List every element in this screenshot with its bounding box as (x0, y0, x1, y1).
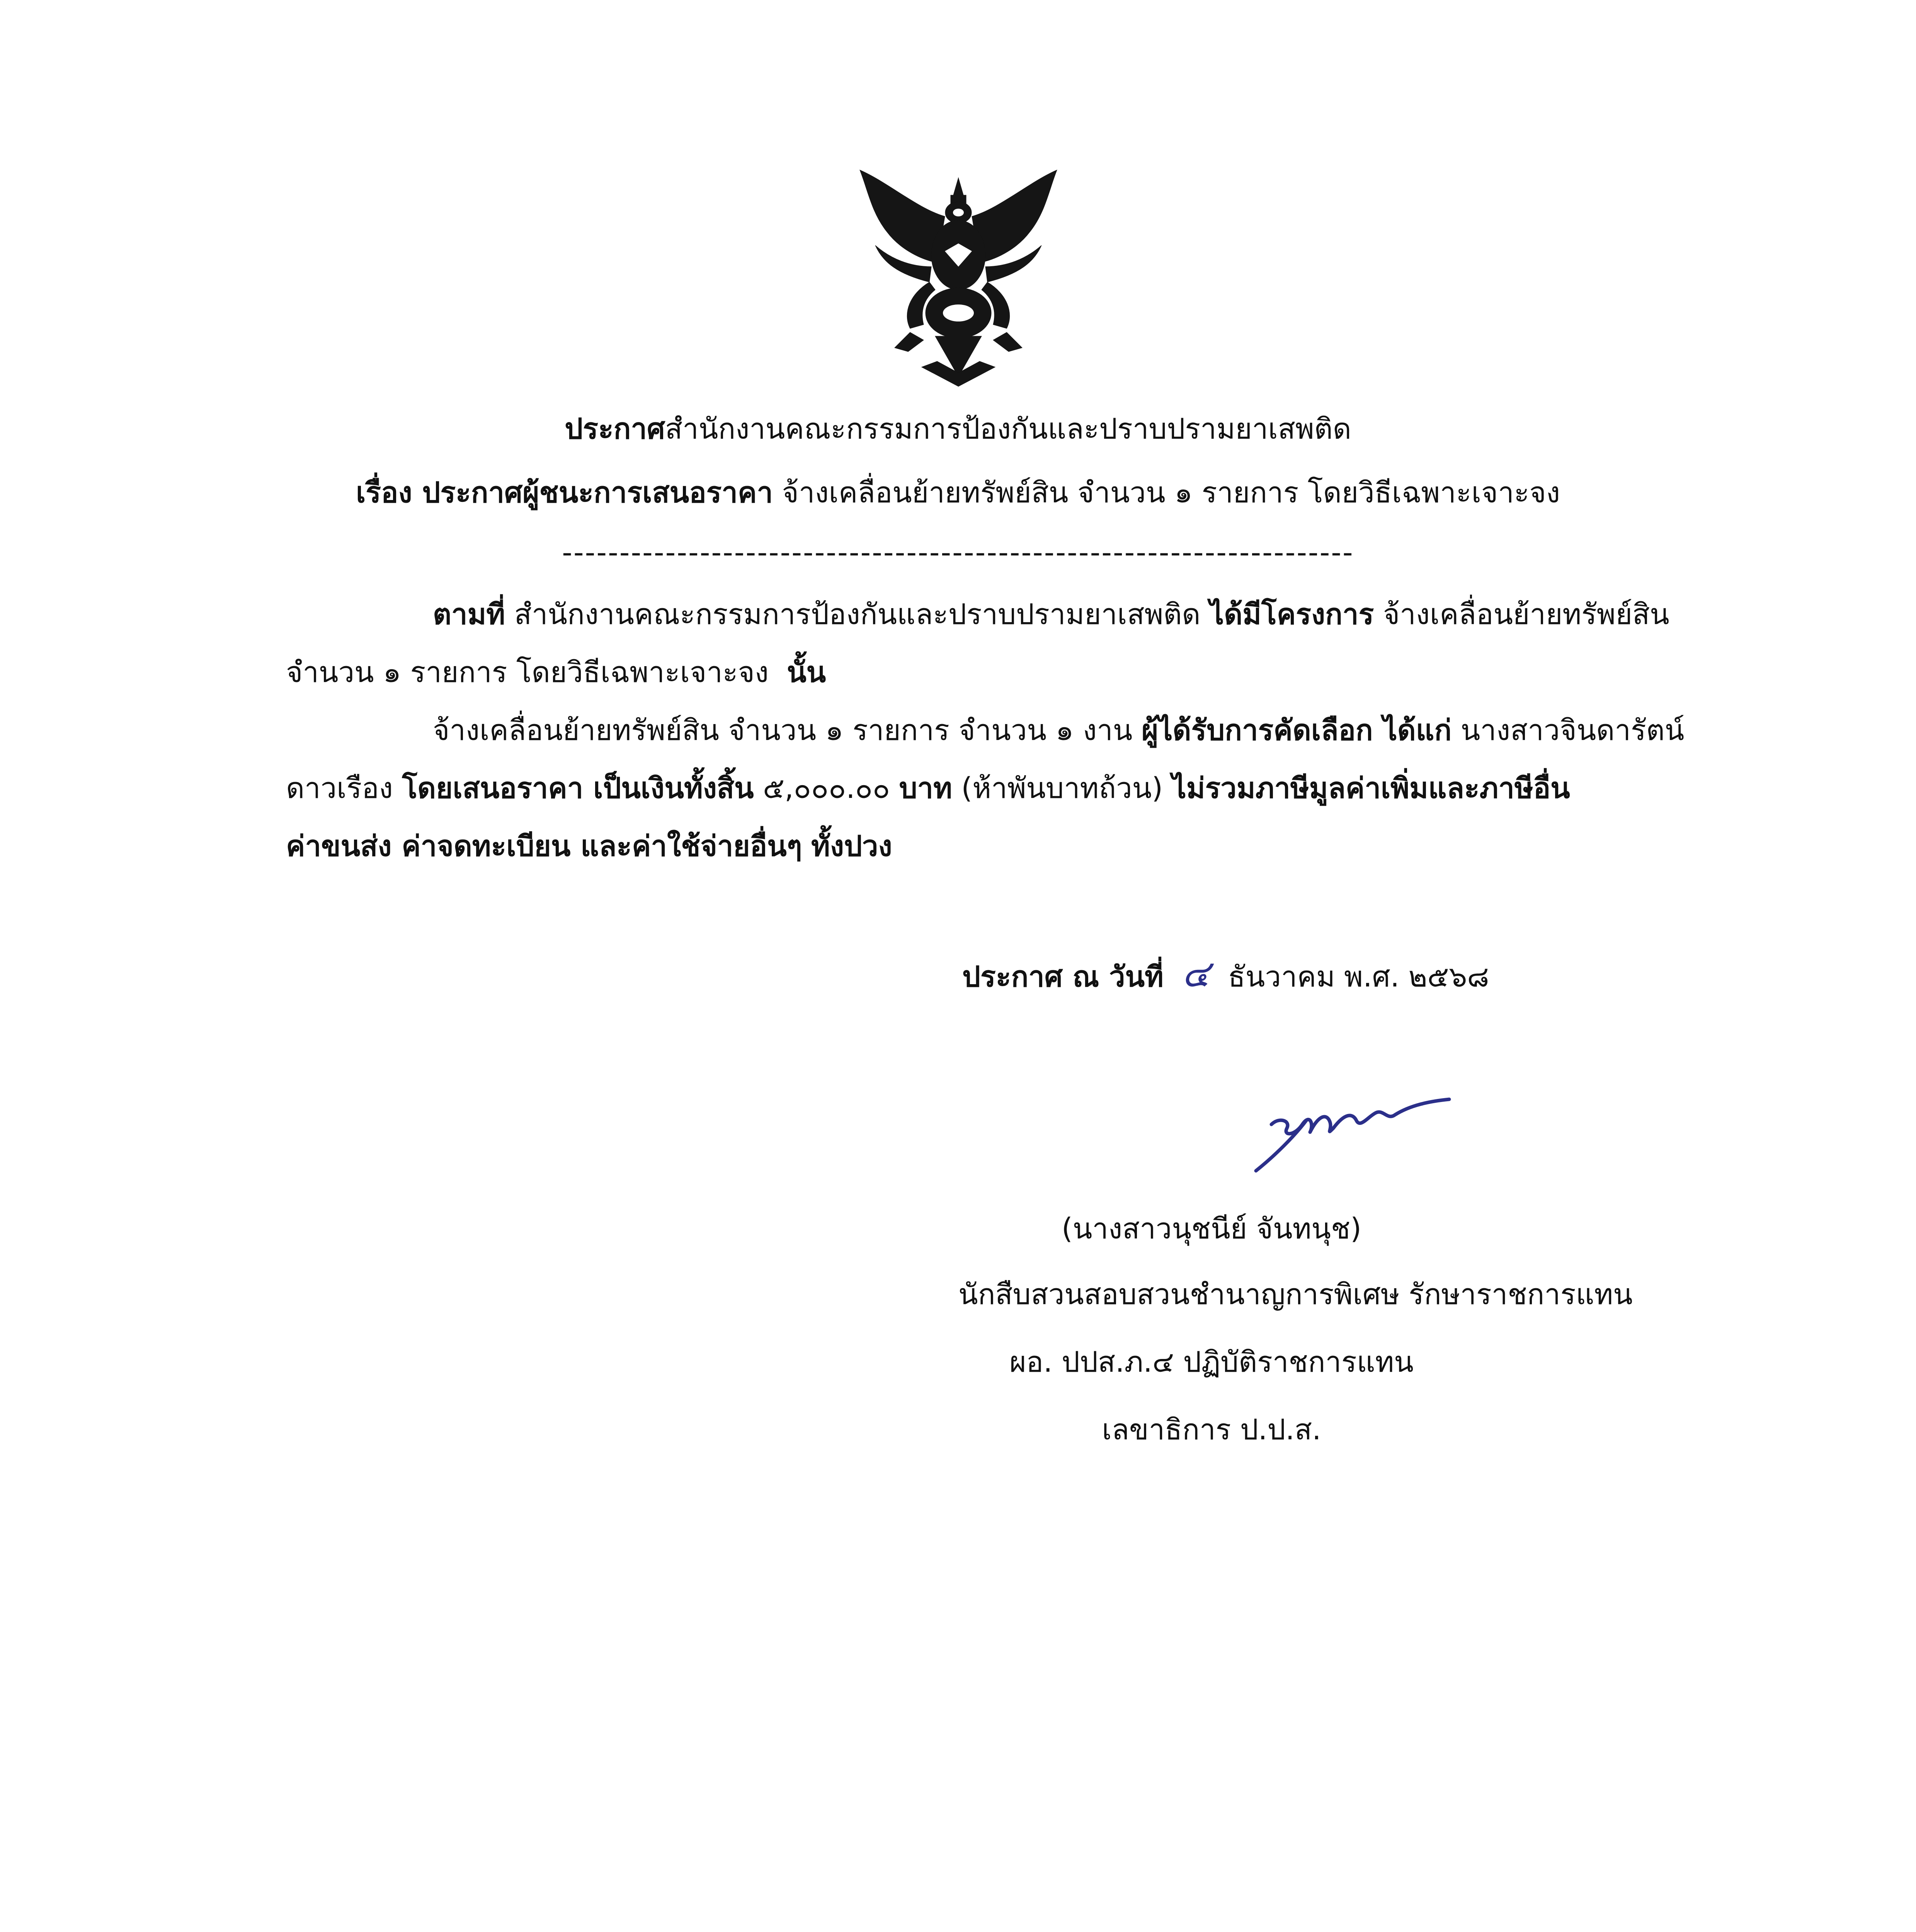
p2-line2-amount: ๕,๐๐๐.๐๐ (763, 772, 890, 805)
p2-line3-bold: ค่าขนส่ง ค่าจดทะเบียน และค่าใช้จ่ายอื่นๆ (286, 830, 802, 863)
signatory-position-1: นักสืบสวนสอบสวนชำนาญการพิเศษ รักษาราชการแทน (958, 1278, 1633, 1311)
p1-text-2: จ้างเคลื่อนย้ายทรัพย์สิน (1383, 598, 1669, 631)
page-title (0, 410, 1916, 448)
signatory-name: (นางสาวนุชนีย์ จันทนุช) (1061, 1212, 1362, 1245)
p2-line2-bold-1: โดยเสนอราคา เป็นเงินทั้งสิ้น (402, 772, 754, 805)
paragraph-2-line-2 (286, 769, 1570, 808)
announce-date (962, 954, 1489, 996)
paragraph-1-line-1 (433, 595, 1669, 634)
signatory-position-2: ผอ. ปปส.ภ.๔ ปฏิบัติราชการแทน (1009, 1345, 1414, 1379)
paragraph-2-line-1 (433, 711, 1684, 750)
subject-bold: เรื่อง ประกาศผู้ชนะการเสนอราคา (356, 476, 773, 509)
p2-text-2: นางสาวจินดารัตน์ (1460, 714, 1685, 747)
p1-line2-text: จำนวน ๑ รายการ โดยวิธีเฉพาะเจาะจง (286, 656, 769, 689)
p1-bold-1: ตามที่ (433, 598, 505, 631)
p2-line3-text: ทั้งปวง (811, 830, 892, 863)
title-bold: ประกาศ (565, 412, 665, 446)
subject-line (0, 473, 1916, 512)
p2-line2-bold-2: บาท (899, 772, 952, 805)
p1-text-1: สำนักงานคณะกรรมการป้องกันและปราบปรามยาเสพติด (514, 598, 1201, 631)
p1-line2-bold: นั้น (787, 656, 826, 689)
announce-day: ๔ (1181, 952, 1210, 995)
announce-month-year: ธันวาคม พ.ศ. ๒๕๖๘ (1228, 960, 1489, 993)
handwritten-signature (1248, 1078, 1453, 1175)
title-rest: สำนักงานคณะกรรมการป้องกันและปราบปรามยาเสพติด (665, 412, 1351, 446)
separator: --------------------------------------------------------------------- (562, 536, 1354, 569)
p1-bold-2: ได้มีโครงการ (1209, 598, 1374, 631)
p2-bold-1: ผู้ได้รับการคัดเลือก ได้แก่ (1141, 714, 1452, 747)
announce-prefix: ประกาศ ณ วันที่ (962, 960, 1164, 993)
signatory-position-3: เลขาธิการ ป.ป.ส. (1102, 1413, 1321, 1446)
p2-line2-amount-words: (ห้าพันบาทถ้วน) (961, 772, 1163, 805)
p2-line2-bold-3: ไม่รวมภาษีมูลค่าเพิ่มและภาษีอื่น (1172, 772, 1570, 805)
garuda-emblem-icon (852, 166, 1065, 390)
subject-rest: จ้างเคลื่อนย้ายทรัพย์สิน จำนวน ๑ รายการ โดยวิธีเฉพาะเจาะจง (782, 476, 1560, 509)
p2-text-1: จ้างเคลื่อนย้ายทรัพย์สิน จำนวน ๑ รายการ จำนวน ๑ งาน (433, 714, 1133, 747)
paragraph-1-line-2 (286, 653, 826, 692)
paragraph-2-line-3 (286, 827, 892, 866)
p2-line2-text-1: ดาวเรือง (286, 772, 393, 805)
